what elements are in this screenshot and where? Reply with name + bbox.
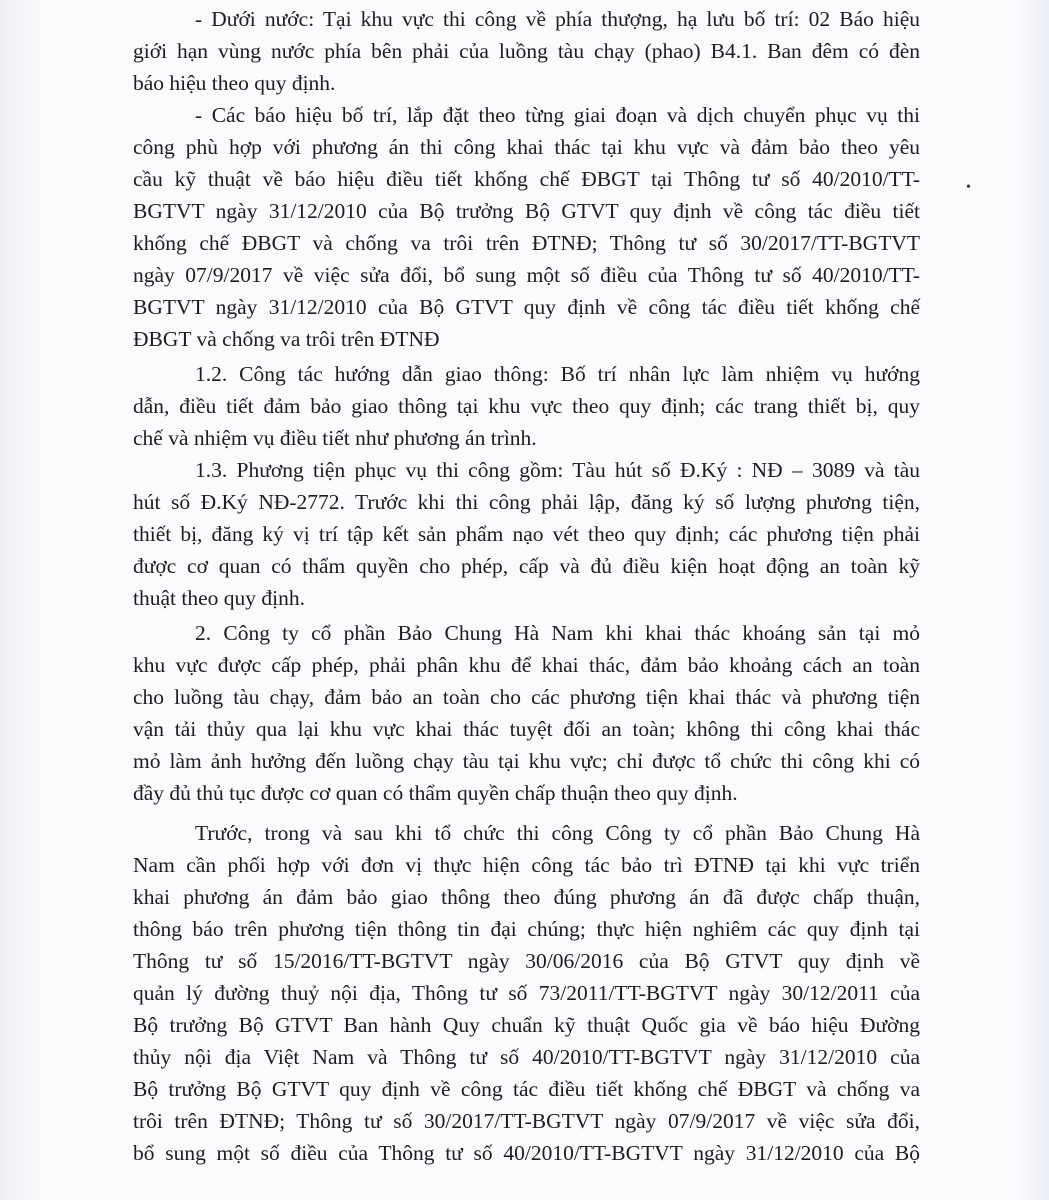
text-line: khống chế ĐBGT và chống va trôi trên ĐTNĐ; Thông tư số 30/2017/TT-BGTVT [133, 231, 920, 255]
text-line: 1.2. Công tác hướng dẫn giao thông: Bố trí nhân lực làm nhiệm vụ hướng [195, 362, 920, 386]
text-line: chế và nhiệm vụ điều tiết như phương án trình. [133, 426, 537, 450]
paragraph-muc-2 [133, 617, 920, 809]
text-line: Trước, trong và sau khi tổ chức thi công Công ty cổ phần Bảo Chung Hà [195, 821, 920, 845]
text-line: hút số Đ.Ký NĐ-2772. Trước khi thi công phải lập, đăng ký số lượng phương tiện, [133, 490, 920, 514]
text-line: Bộ trưởng Bộ GTVT Ban hành Quy chuẩn kỹ thuật Quốc gia về báo hiệu Đường [133, 1013, 920, 1037]
text-line: ĐBGT và chống va trôi trên ĐTNĐ [133, 327, 440, 351]
text-line: đầy đủ thủ tục được cơ quan có thẩm quyền chấp thuận theo quy định. [133, 781, 738, 805]
scan-speck: • [966, 180, 971, 195]
text-line: khu vực được cấp phép, phải phân khu để khai thác, đảm bảo khoảng cách an toàn [133, 653, 920, 677]
text-line: công phù hợp với phương án thi công khai thác tại khu vực và đảm bảo theo yêu [133, 135, 920, 159]
text-line: giới hạn vùng nước phía bên phải của luồng tàu chạy (phao) B4.1. Ban đêm có đèn [133, 39, 920, 63]
paragraph-cac-bao-hieu [133, 99, 920, 355]
paragraph-gap [133, 809, 920, 817]
text-line: - Dưới nước: Tại khu vực thi công về phía thượng, hạ lưu bố trí: 02 Báo hiệu [195, 7, 920, 31]
text-line: Nam cần phối hợp với đơn vị thực hiện công tác bảo trì ĐTNĐ tại khi vực triển [133, 853, 920, 877]
text-line: - Các báo hiệu bố trí, lắp đặt theo từng giai đoạn và dịch chuyển phục vụ thi [195, 103, 920, 127]
page-edge-shadow-right [1014, 0, 1049, 1200]
page-edge-shadow-left [0, 0, 40, 1200]
text-line: cầu kỹ thuật về báo hiệu điều tiết khống chế ĐBGT tại Thông tư số 40/2010/TT- [133, 167, 920, 191]
text-line: 1.3. Phương tiện phục vụ thi công gồm: Tàu hút số Đ.Ký : NĐ – 3089 và tàu [195, 458, 920, 482]
text-line: 2. Công ty cổ phần Bảo Chung Hà Nam khi khai thác khoáng sản tại mỏ [195, 621, 920, 645]
text-line: thiết bị, đăng ký vị trí tập kết sản phẩm nạo vét theo quy định; các phương tiện phải [133, 522, 920, 546]
text-line: trôi trên ĐTNĐ; Thông tư số 30/2017/TT-BGTVT ngày 07/9/2017 về việc sửa đổi, [133, 1109, 920, 1133]
text-line: thuật theo quy định. [133, 586, 305, 610]
text-line: dẫn, điều tiết đảm bảo giao thông tại khu vực theo quy định; các trang thiết bị, quy [133, 394, 920, 418]
text-line: ngày 07/9/2017 về việc sửa đổi, bổ sung một số điều của Thông tư số 40/2010/TT- [133, 263, 920, 287]
text-line: thủy nội địa Việt Nam và Thông tư số 40/2010/TT-BGTVT ngày 31/12/2010 của [133, 1045, 920, 1069]
text-line: BGTVT ngày 31/12/2010 của Bộ trưởng Bộ GTVT quy định về công tác điều tiết [133, 199, 920, 223]
paragraph-muc-1-2 [133, 358, 920, 454]
text-line: báo hiệu theo quy định. [133, 71, 336, 95]
text-line: quản lý đường thuỷ nội địa, Thông tư số 73/2011/TT-BGTVT ngày 30/12/2011 của [133, 981, 920, 1005]
text-line: Bộ trưởng Bộ GTVT quy định về công tác điều tiết khống chế ĐBGT và chống va [133, 1077, 920, 1101]
text-line: bổ sung một số điều của Thông tư số 40/2010/TT-BGTVT ngày 31/12/2010 của Bộ [133, 1141, 920, 1165]
paragraph-muc-1-3 [133, 454, 920, 614]
text-line: thông báo trên phương tiện thông tin đại chúng; thực hiện nghiêm các quy định tại [133, 917, 920, 941]
document-body [133, 3, 920, 1169]
text-line: mỏ làm ảnh hưởng đến luồng chạy tàu tại khu vực; chỉ được tổ chức thi công khi có [133, 749, 920, 773]
paragraph-truoc-trong-sau [133, 817, 920, 1169]
paragraph-duoi-nuoc [133, 3, 920, 99]
text-line: BGTVT ngày 31/12/2010 của Bộ GTVT quy định về công tác điều tiết khống chế [133, 295, 920, 319]
text-line: Thông tư số 15/2016/TT-BGTVT ngày 30/06/2016 của Bộ GTVT quy định về [133, 949, 920, 973]
text-line: khai phương án đảm bảo giao thông theo đúng phương án đã được chấp thuận, [133, 885, 920, 909]
text-line: vận tải thủy qua lại khu vực khai thác tuyệt đối an toàn; không thi công khai thác [133, 717, 920, 741]
text-line: được cơ quan có thẩm quyền cho phép, cấp và đủ điều kiện hoạt động an toàn kỹ [133, 554, 920, 578]
text-line: cho luồng tàu chạy, đảm bảo an toàn cho các phương tiện khai thác và phương tiện [133, 685, 920, 709]
